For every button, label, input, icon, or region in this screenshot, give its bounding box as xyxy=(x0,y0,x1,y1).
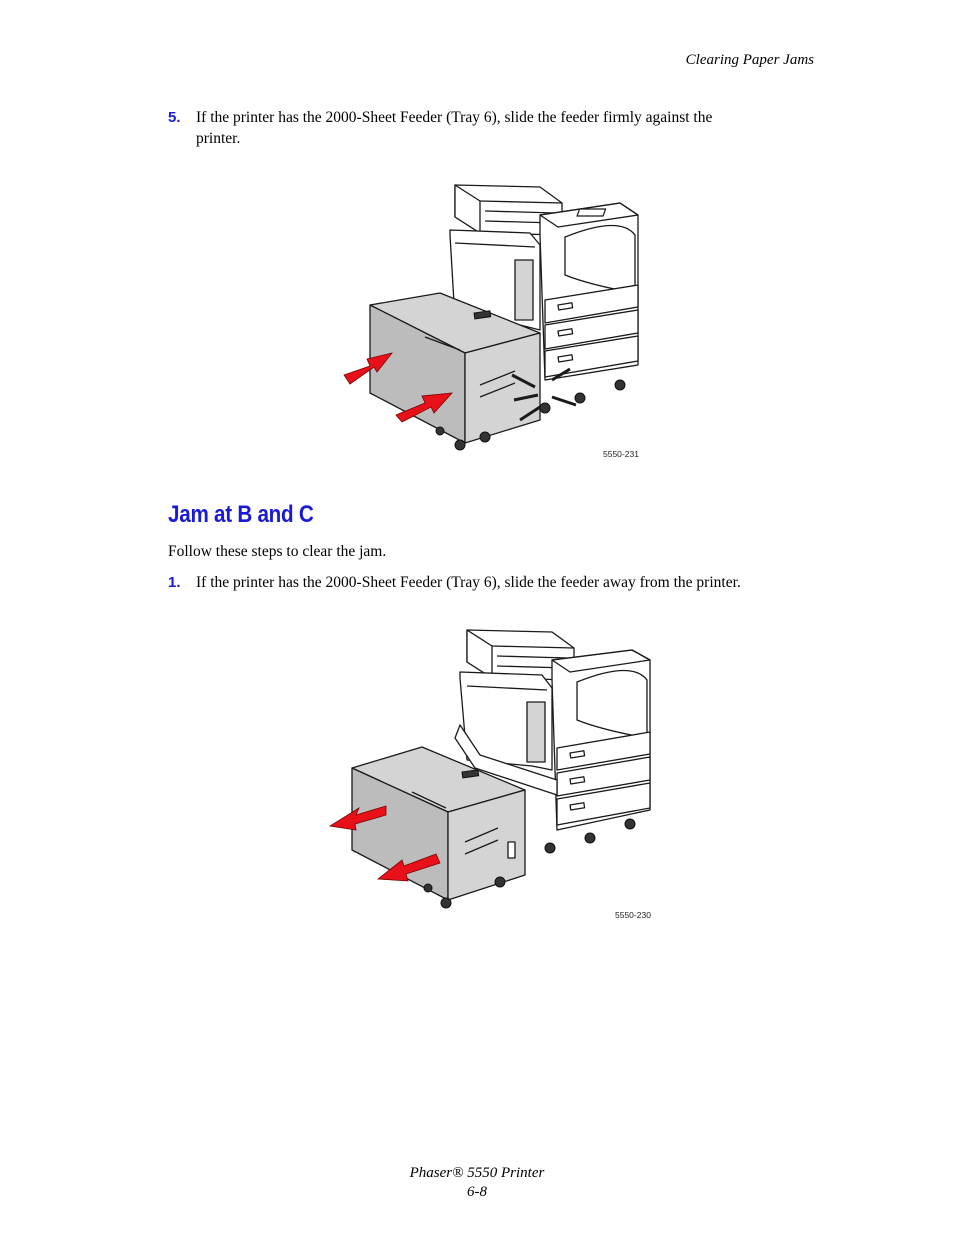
running-header: Clearing Paper Jams xyxy=(685,52,814,68)
step-5-text-line-1: If the printer has the 2000-Sheet Feeder (Tray 6), slide the feeder firmly against the xyxy=(196,109,713,126)
footer-product: Phaser® 5550 Printer xyxy=(409,1165,545,1181)
step-1-text: If the printer has the 2000-Sheet Feeder (Tray 6), slide the feeder away from the printer. xyxy=(196,574,741,591)
section-intro: Follow these steps to clear the jam. xyxy=(168,543,387,560)
figure-1-code: 5550-231 xyxy=(603,449,639,459)
step-number-5: 5. xyxy=(168,109,181,126)
step-5-text xyxy=(196,107,816,149)
step-number-1: 1. xyxy=(168,574,181,591)
figure-feeder-slide-out xyxy=(320,620,660,915)
figure-feeder-slide-in xyxy=(330,175,650,460)
step-5-text-line-2: printer. xyxy=(196,130,241,147)
figure-2-code: 5550-230 xyxy=(615,910,651,920)
page-footer xyxy=(0,1164,954,1202)
section-heading: Jam at B and C xyxy=(168,501,314,528)
footer-page-number: 6-8 xyxy=(467,1184,487,1200)
